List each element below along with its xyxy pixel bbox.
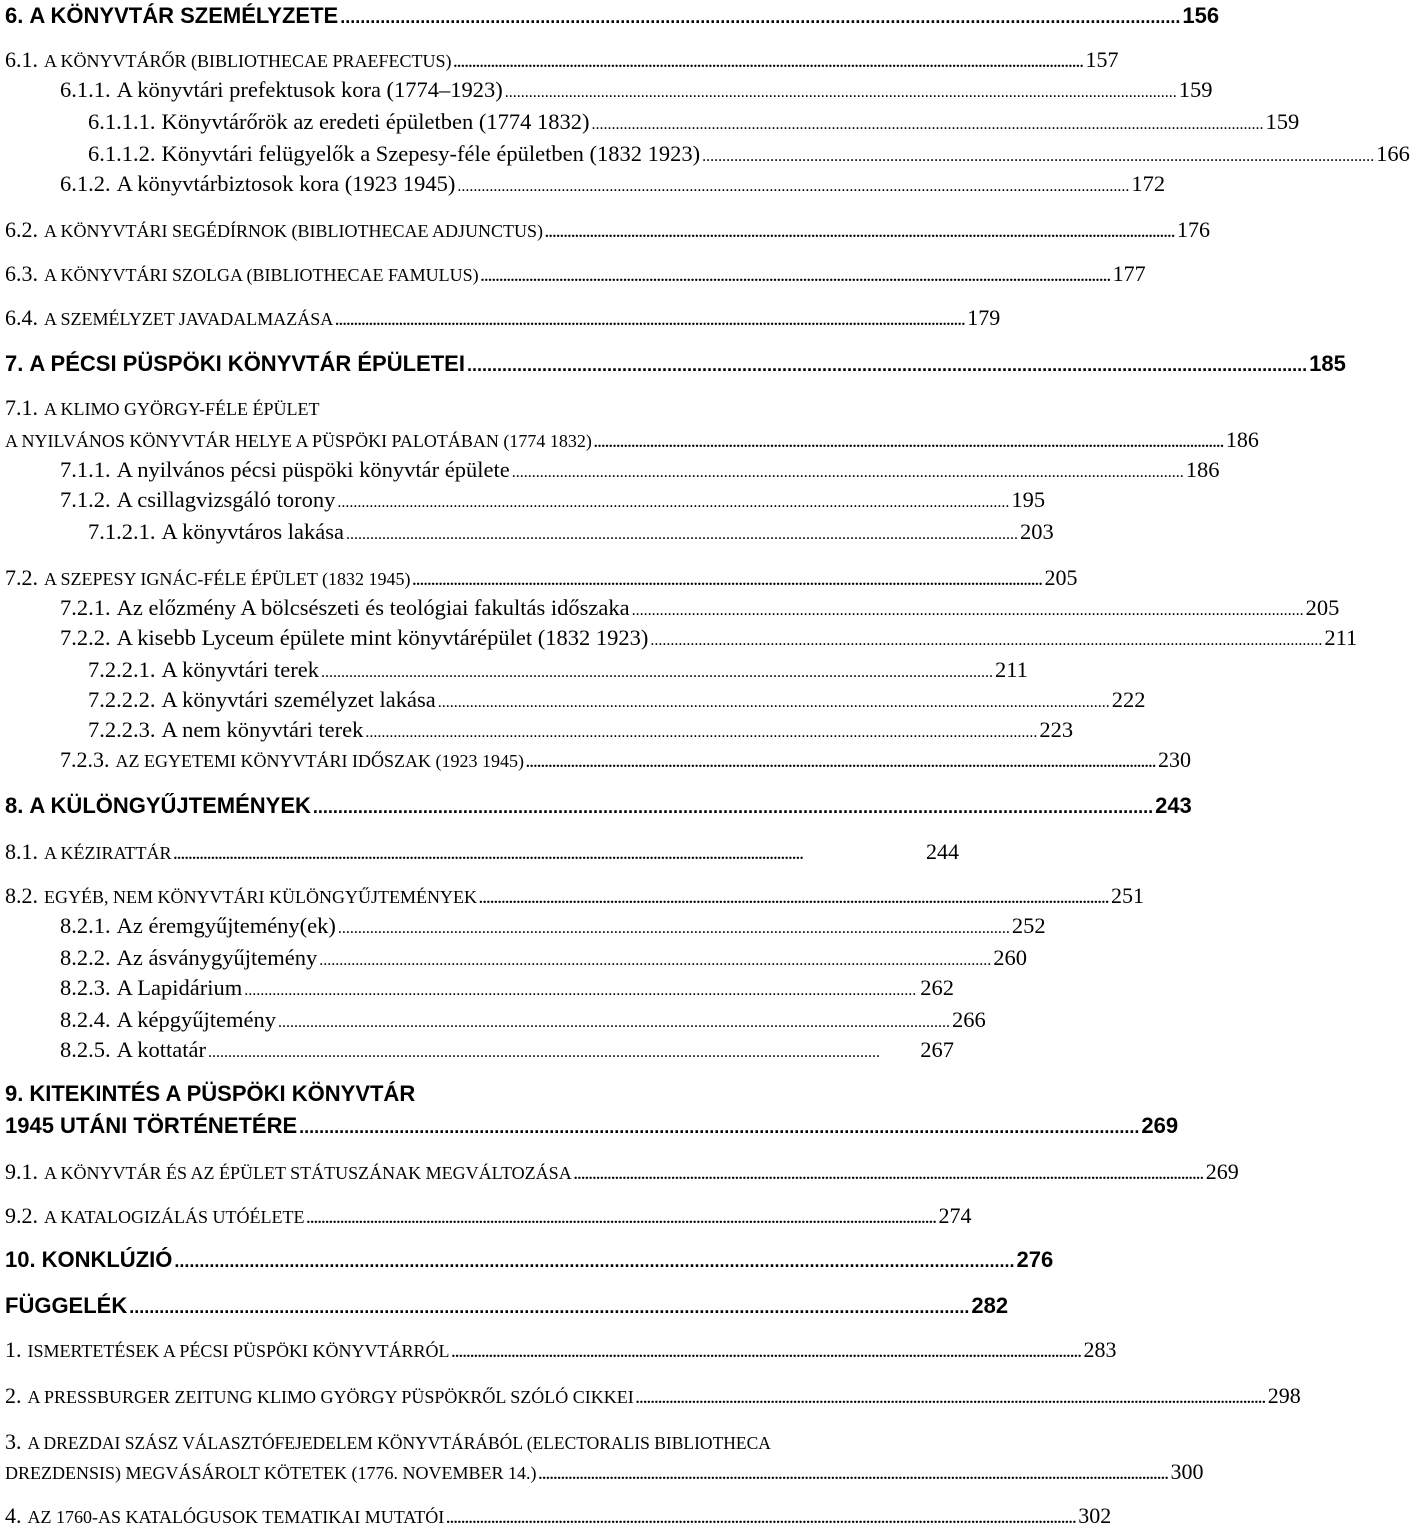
entry-page: 298: [1267, 1383, 1301, 1408]
entry-page: 260: [993, 945, 1027, 970]
entry-title: Az előzmény A bölcsészeti és teológiai fakultás időszaka: [116, 595, 630, 620]
dot-leader: ........................................................................................................................................................................: [466, 355, 1308, 375]
entry-page: 276: [1016, 1247, 1054, 1272]
entry-title: Könyvtárőrök az eredeti épületben (1774 1832): [161, 109, 590, 134]
entry-title: ISMERTETÉSEK A PÉCSI PÜSPÖKI KÖNYVTÁRRÓL: [27, 1341, 450, 1361]
dot-leader: ........................................................................................................................................................................: [365, 724, 1038, 741]
entry-page: 203: [1019, 519, 1054, 544]
dot-leader: ........................................................................................................................................................................: [573, 1167, 1204, 1183]
dot-leader: ........................................................................................................................................................................: [340, 7, 1181, 27]
dot-leader: ........................................................................................................................................................................: [593, 435, 1224, 451]
entry-title: A KÉZIRATTÁR: [44, 843, 172, 863]
entry-title: A nyilvános pécsi püspöki könyvtár épülete: [116, 457, 510, 482]
toc-entry[interactable]: [88, 516, 1054, 548]
dot-leader: ........................................................................................................................................................................: [319, 952, 992, 969]
entry-number: 6.1.1.: [60, 77, 111, 102]
entry-title: A könyvtári terek: [161, 657, 319, 682]
dot-leader: ........................................................................................................................................................................: [453, 55, 1084, 71]
dot-leader: ........................................................................................................................................................................: [337, 494, 1010, 511]
toc-entry[interactable]: [5, 1290, 1009, 1322]
entry-number: 8.2.4.: [60, 1007, 111, 1032]
entry-page: 172: [1131, 171, 1166, 196]
entry-number: 4.: [5, 1503, 22, 1528]
entry-page: 223: [1039, 717, 1074, 742]
toc-entry[interactable]: [60, 454, 1220, 486]
entry-number: 7.1.1.: [60, 457, 111, 482]
entry-title: A könyvtáros lakása: [161, 519, 344, 544]
entry-title: Könyvtári felügyelők a Szepesy-féle épületben (1832 1923): [161, 141, 701, 166]
dot-leader: ........................................................................................................................................................................: [631, 602, 1304, 619]
entry-page: 159: [1178, 77, 1213, 102]
dot-leader: ........................................................................................................................................................................: [446, 1511, 1077, 1527]
entry-page: 274: [938, 1203, 972, 1228]
entry-page: 159: [1265, 109, 1300, 134]
toc-entry[interactable]: [60, 484, 1046, 516]
dot-leader: ........................................................................................................................................................................: [412, 573, 1043, 589]
entry-number: 7.2.2.: [60, 625, 111, 650]
toc-entry[interactable]: [88, 138, 1410, 170]
dot-leader: ........................................................................................................................................................................: [312, 797, 1154, 817]
entry-title: DREZDENSIS) MEGVÁSÁROLT KÖTETEK (1776. NOVEMBER 14.): [5, 1463, 537, 1483]
entry-number: 7.2.2.1.: [88, 657, 156, 682]
entry-number: 8.1.: [5, 839, 38, 864]
entry-title: Az ásványgyűjtemény: [116, 945, 318, 970]
entry-title: 1945 UTÁNI TÖRTÉNETÉRE: [5, 1113, 298, 1138]
entry-page: 243: [1155, 793, 1192, 818]
entry-title: A KÖNYVTÁR SZEMÉLYZETE: [29, 3, 339, 28]
toc-entry[interactable]: [88, 714, 1074, 746]
entry-number: 7.2.: [5, 565, 38, 590]
entry-number: 6.1.: [5, 47, 38, 72]
entry-number: 6.1.1.2.: [88, 141, 156, 166]
entry-title: A PRESSBURGER ZEITUNG KLIMO GYÖRGY PÜSPÖKRŐL SZÓLÓ CIKKEI: [27, 1387, 634, 1407]
dot-leader: ........................................................................................................................................................................: [478, 891, 1109, 907]
dot-leader: ........................................................................................................................................................................: [538, 1467, 1169, 1483]
dot-leader: ........................................................................................................................................................................: [437, 694, 1110, 711]
entry-title: A KÜLÖNGYŰJTEMÉNYEK: [29, 793, 311, 818]
toc-entry[interactable]: [5, 1456, 1204, 1488]
entry-title: A kottatár: [116, 1037, 206, 1062]
toc-entry[interactable]: [5, 214, 1210, 246]
dot-leader: ........................................................................................................................................................................: [702, 148, 1375, 165]
toc-entry[interactable]: [5, 562, 1078, 594]
dot-leader: ........................................................................................................................................................................: [650, 632, 1323, 649]
entry-number: 1.: [5, 1337, 22, 1362]
entry-title: A kisebb Lyceum épülete mint könyvtárépület (1832 1923): [116, 625, 649, 650]
entry-title: A csillagvizsgáló torony: [116, 487, 336, 512]
dot-leader: ........................................................................................................................................................................: [345, 526, 1018, 543]
entry-page: 211: [1324, 625, 1358, 650]
entry-number: 8.: [5, 793, 24, 818]
dot-leader: ........................................................................................................................................................................: [129, 1297, 970, 1317]
toc-entry[interactable]: [60, 972, 954, 1004]
dot-leader: ........................................................................................................................................................................: [174, 1251, 1015, 1271]
entry-number: 6.4.: [5, 305, 38, 330]
toc-entry[interactable]: [5, 880, 1144, 912]
toc-entry[interactable]: [60, 1004, 986, 1036]
entry-number: 7.1.2.: [60, 487, 111, 512]
entry-title: A SZEPESY IGNÁC-FÉLE ÉPÜLET (1832 1945): [44, 569, 411, 589]
entry-title: A KATALOGIZÁLÁS UTÓÉLETE: [44, 1207, 305, 1227]
entry-title: KITEKINTÉS A PÜSPÖKI KÖNYVTÁR: [29, 1081, 416, 1106]
entry-title: A KÖNYVTÁR ÉS AZ ÉPÜLET STÁTUSZÁNAK MEGVÁLTOZÁSA: [44, 1163, 572, 1183]
entry-page: 186: [1185, 457, 1220, 482]
dot-leader: ........................................................................................................................................................................: [544, 225, 1175, 241]
toc-entry[interactable]: [5, 1156, 1239, 1188]
dot-leader: ........................................................................................................................................................................: [299, 1117, 1140, 1137]
entry-title: Az éremgyűjtemény(ek): [116, 913, 336, 938]
toc-entry[interactable]: [60, 592, 1340, 624]
entry-number: 6.2.: [5, 217, 38, 242]
entry-page: 251: [1110, 883, 1144, 908]
dot-leader: ........................................................................................................................................................................: [591, 116, 1264, 133]
toc-entry[interactable]: [5, 1334, 1117, 1366]
entry-number: 7.2.3.: [60, 747, 110, 772]
entry-number: 2.: [5, 1383, 22, 1408]
toc-entry[interactable]: [5, 1380, 1301, 1412]
entry-page: 156: [1182, 3, 1220, 28]
entry-title: A DREZDAI SZÁSZ VÁLASZTÓFEJEDELEM KÖNYVTÁRÁBÓL (ELECTORALIS BIBLIOTHECA: [27, 1433, 771, 1453]
toc-entry[interactable]: [5, 424, 1259, 456]
entry-page: 222: [1111, 687, 1146, 712]
toc-entry[interactable]: [60, 622, 1358, 654]
entry-page: 282: [971, 1293, 1009, 1318]
toc-entry[interactable]: [60, 744, 1191, 776]
dot-leader: ........................................................................................................................................................................: [635, 1391, 1266, 1407]
dot-leader: ........................................................................................................................................................................: [525, 755, 1156, 771]
dot-leader: ........................................................................................................................................................................: [277, 1014, 950, 1031]
toc-entry[interactable]: [5, 790, 1192, 822]
entry-page: 211: [994, 657, 1028, 682]
entry-page: 300: [1170, 1459, 1204, 1484]
entry-page: 230: [1157, 747, 1191, 772]
dot-leader: ........................................................................................................................................................................: [335, 313, 966, 329]
entry-page: 269: [1141, 1113, 1179, 1138]
entry-title: A SZEMÉLYZET JAVADALMAZÁSA: [44, 309, 334, 329]
entry-number: 8.2.1.: [60, 913, 111, 938]
entry-title: A KÖNYVTÁRŐR (BIBLIOTHECAE PRAEFECTUS): [44, 51, 452, 71]
entry-page: 176: [1176, 217, 1210, 242]
entry-page: 283: [1083, 1337, 1117, 1362]
entry-page: 186: [1225, 427, 1259, 452]
entry-number: 7.1.: [5, 395, 38, 420]
entry-page: 166: [1376, 141, 1410, 166]
toc-entry[interactable]: [5, 302, 1001, 334]
entry-page: 177: [1112, 261, 1146, 286]
toc-entry[interactable]: [88, 684, 1146, 716]
entry-number: 10.: [5, 1247, 36, 1272]
entry-number: 7.2.2.2.: [88, 687, 156, 712]
entry-page: 185: [1309, 351, 1346, 376]
entry-title: A könyvtárbiztosok kora (1923 1945): [116, 171, 456, 196]
dot-leader: ........................................................................................................................................................................: [511, 464, 1184, 481]
toc-entry[interactable]: [60, 942, 1027, 974]
toc-entry[interactable]: [88, 654, 1028, 686]
toc-entry[interactable]: [60, 74, 1213, 106]
toc-entry[interactable]: [60, 1034, 954, 1066]
dot-leader: ........................................................................................................................................................................: [173, 847, 804, 863]
entry-title: AZ EGYETEMI KÖNYVTÁRI IDŐSZAK (1923 1945): [115, 751, 524, 771]
entry-title: KONKLÚZIÓ: [41, 1247, 173, 1272]
entry-title: A PÉCSI PÜSPÖKI KÖNYVTÁR ÉPÜLETEI: [29, 351, 465, 376]
entry-title: EGYÉB, NEM KÖNYVTÁRI KÜLÖNGYŰJTEMÉNYEK: [44, 887, 477, 907]
entry-number: 6.1.2.: [60, 171, 111, 196]
entry-title: A képgyűjtemény: [116, 1007, 276, 1032]
toc-entry[interactable]: [5, 392, 319, 424]
dot-leader: ........................................................................................................................................................................: [480, 269, 1111, 285]
entry-page: 205: [1305, 595, 1340, 620]
entry-number: 6.1.1.1.: [88, 109, 156, 134]
entry-title: A Lapidárium: [116, 975, 243, 1000]
entry-page: 179: [967, 305, 1001, 330]
entry-page: 266: [951, 1007, 986, 1032]
entry-title: A NYILVÁNOS KÖNYVTÁR HELYE A PÜSPÖKI PALOTÁBAN (1774 1832): [5, 431, 592, 451]
toc-entry[interactable]: [5, 348, 1346, 380]
entry-title: AZ 1760-AS KATALÓGUSOK TEMATIKAI MUTATÓI: [27, 1507, 445, 1527]
entry-number: 7.1.2.1.: [88, 519, 156, 544]
entry-number: 8.2.3.: [60, 975, 111, 1000]
toc-entry[interactable]: [5, 0, 1220, 32]
entry-page: 244: [926, 839, 959, 864]
dot-leader: ........................................................................................................................................................................: [451, 1345, 1082, 1361]
toc-entry[interactable]: [5, 1500, 1112, 1532]
entry-page: 269: [1205, 1159, 1239, 1184]
toc-entry[interactable]: [5, 44, 1119, 76]
toc-entry[interactable]: [5, 1078, 415, 1110]
dot-leader: ........................................................................................................................................................................: [320, 664, 993, 681]
entry-number: 7.: [5, 351, 24, 376]
dot-leader: ........................................................................................................................................................................: [337, 920, 1010, 937]
entry-page: 157: [1085, 47, 1119, 72]
dot-leader: ........................................................................................................................................................................: [504, 84, 1177, 101]
toc-entry[interactable]: [5, 1426, 771, 1458]
entry-title: A KLIMO GYÖRGY-FÉLE ÉPÜLET: [44, 399, 320, 419]
entry-title: A KÖNYVTÁRI SEGÉDÍRNOK (BIBLIOTHECAE ADJUNCTUS): [44, 221, 543, 241]
entry-number: 7.2.1.: [60, 595, 111, 620]
toc-entry[interactable]: [88, 106, 1300, 138]
entry-number: 8.2.5.: [60, 1037, 111, 1062]
dot-leader: ........................................................................................................................................................................: [207, 1044, 880, 1061]
entry-number: 6.3.: [5, 261, 38, 286]
entry-number: 9.2.: [5, 1203, 38, 1228]
toc-entry[interactable]: [5, 1200, 972, 1232]
entry-page: 302: [1078, 1503, 1112, 1528]
dot-leader: ........................................................................................................................................................................: [244, 982, 917, 999]
entry-title: FÜGGELÉK: [5, 1293, 128, 1318]
dot-leader: ........................................................................................................................................................................: [306, 1211, 937, 1227]
entry-number: 7.2.2.3.: [88, 717, 156, 742]
entry-title: A KÖNYVTÁRI SZOLGA (BIBLIOTHECAE FAMULUS): [44, 265, 479, 285]
entry-page: 267: [920, 1037, 954, 1062]
entry-number: 9.: [5, 1081, 24, 1106]
toc-entry[interactable]: [5, 258, 1146, 290]
toc-entry[interactable]: [5, 1244, 1054, 1276]
entry-title: A könyvtári személyzet lakása: [161, 687, 436, 712]
toc-entry[interactable]: [60, 910, 1046, 942]
entry-title: A könyvtári prefektusok kora (1774–1923): [116, 77, 503, 102]
entry-page: 252: [1011, 913, 1046, 938]
dot-leader: ........................................................................................................................................................................: [457, 178, 1130, 195]
toc-entry[interactable]: [60, 168, 1166, 200]
entry-page: 262: [920, 975, 954, 1000]
entry-number: 8.2.: [5, 883, 38, 908]
entry-page: 205: [1044, 565, 1078, 590]
toc-entry[interactable]: [5, 1110, 1179, 1142]
entry-page: 195: [1011, 487, 1046, 512]
entry-number: 8.2.2.: [60, 945, 111, 970]
toc-entry[interactable]: [5, 836, 959, 868]
entry-title: A nem könyvtári terek: [161, 717, 364, 742]
entry-number: 6.: [5, 3, 24, 28]
entry-number: 3.: [5, 1429, 22, 1454]
entry-number: 9.1.: [5, 1159, 38, 1184]
